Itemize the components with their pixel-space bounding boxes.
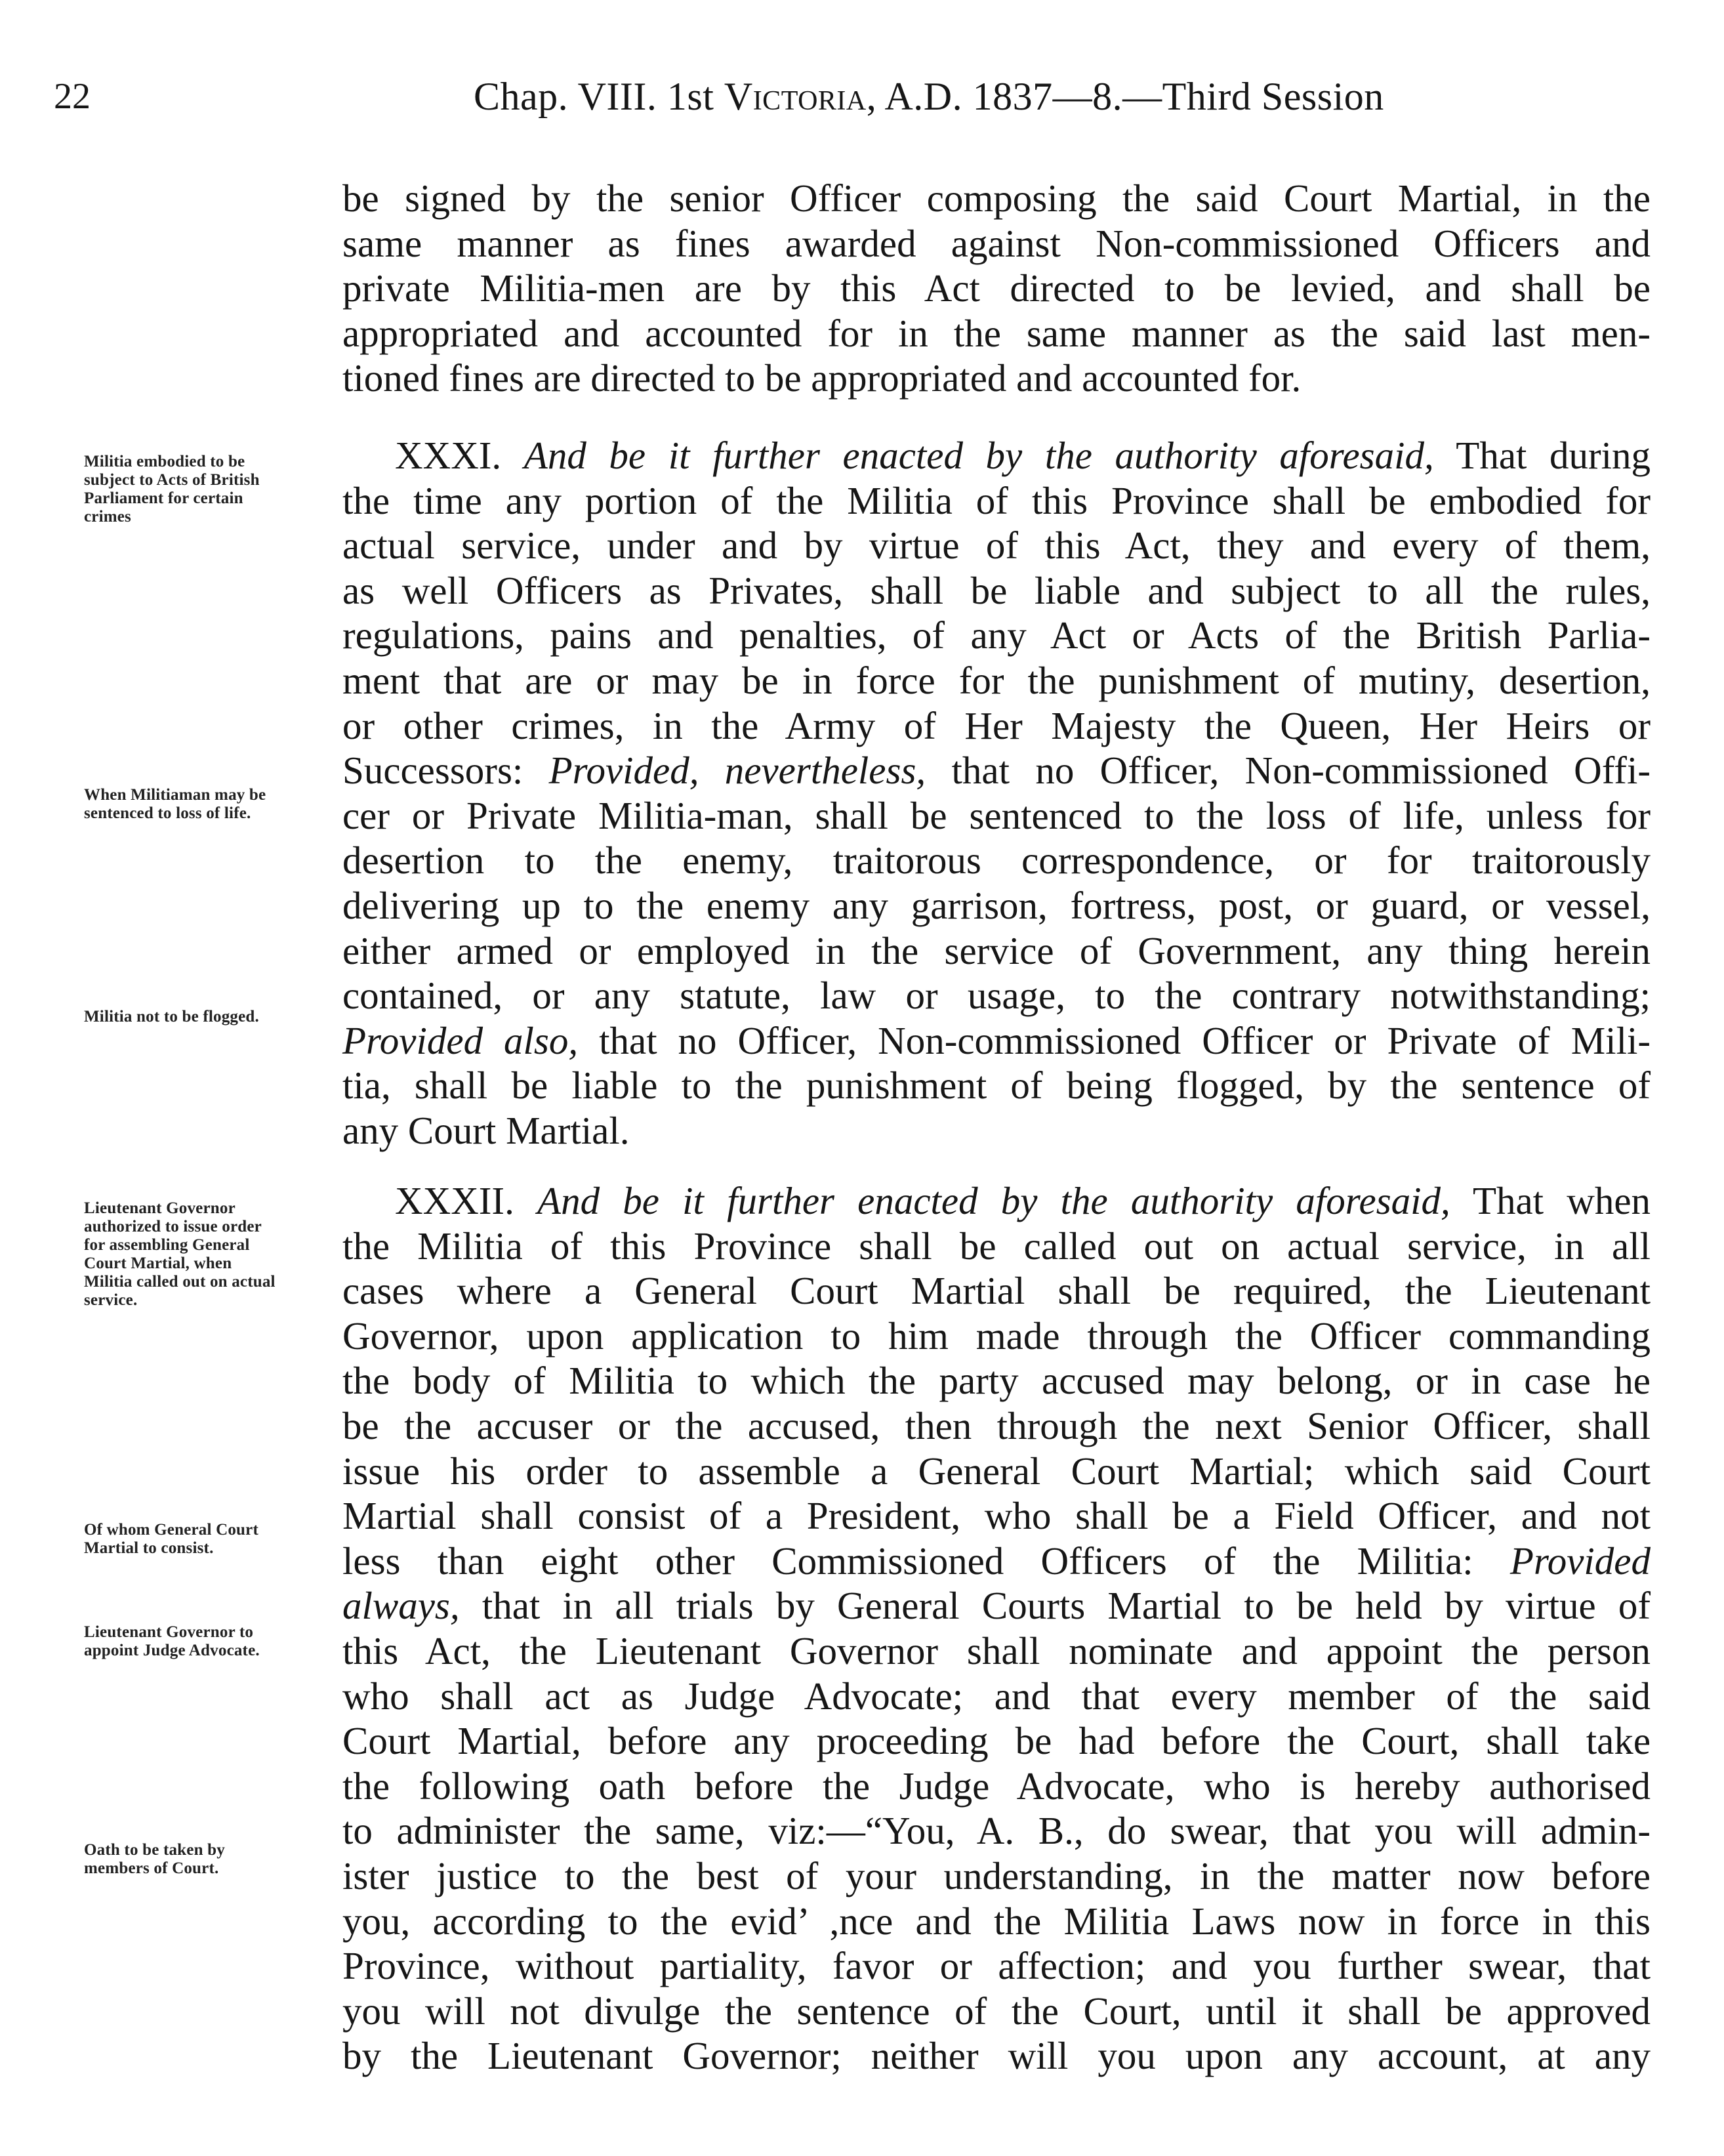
text-line: by the Lieutenant Governor; neither will you upon any account, at any [342,2034,1651,2078]
section-32-first-line [342,1178,1651,1224]
text-line: Province, without partiality, favor or affection; and you further swear, that [342,1944,1651,1988]
text-line: Martial shall consist of a President, who shall be a Field Officer, and not [342,1494,1651,1538]
margin-note-line: Militia not to be flogged. [84,1008,259,1026]
text-line: either armed or employed in the service of Government, any thing herein [342,928,1651,972]
provided-nevertheless: Provided, nevertheless, [548,749,926,793]
text-line: same manner as fines awarded against Non-commissioned Officers and [342,221,1651,265]
page-number: 22 [54,76,91,117]
section-32-number: XXXII. [395,1179,514,1222]
margin-note-line: Militia embodied to be [84,453,245,470]
text-line: Court Martial, before any proceeding be had before the Court, shall take [342,1719,1651,1763]
text-line: tia, shall be liable to the punishment of being flogged, by the sentence of [342,1064,1651,1108]
margin-note-line: Militia called out on actual [84,1273,276,1291]
text-line: any Court Martial. [342,1108,630,1152]
less-than-text: less than eight other Commissioned Officers of the Militia: [342,1539,1510,1583]
successors-text: Successors: [342,749,549,793]
page-header [54,73,1641,139]
text-line: appropriated and accounted for in the same manner as the said last men- [342,311,1651,355]
running-head-rest: , A.D. 1837—8.—Third Session [866,75,1384,118]
text-line: to administer the same, viz:—“You, A. B., do swear, that you will admin- [342,1809,1651,1853]
running-head-victoria: Victoria [724,75,867,118]
margin-note-line: Lieutenant Governor [84,1199,236,1217]
provided-also-rest: that no Officer, Non-commissioned Officer or Private of Mili- [578,1018,1651,1062]
successors-rest: that no Officer, Non-commissioned Offi- [926,749,1651,793]
margin-note-line: Oath to be taken by [84,1841,225,1859]
text-line: actual service, under and by virtue of this Act, they and every of them, [342,524,1651,568]
text-line: who shall act as Judge Advocate; and that every member of the said [342,1674,1651,1718]
text-line [342,1018,1651,1064]
text-line: the body of Militia to which the party accused may belong, or in case he [342,1359,1651,1403]
text-line: you, according to the evid’ ,nce and the Militia Laws now in force in this [342,1899,1651,1943]
section-32-enacting-clause: And be it further enacted by the authority aforesaid, [537,1179,1450,1222]
text-line: tioned fines are directed to be appropriated and accounted for. [342,356,1302,400]
text-line: be the accuser or the accused, then through the next Senior Officer, shall [342,1403,1651,1447]
text-line: cer or Private Militia-man, shall be sentenced to the loss of life, unless for [342,793,1651,837]
provided-word: Provided [1509,1539,1651,1583]
margin-note-judge-advocate [84,1623,346,1660]
margin-note-line: members of Court. [84,1859,219,1877]
text-line: the following oath before the Judge Advocate, who is hereby authorised [342,1764,1651,1808]
text-line: cases where a General Court Martial shall be required, the Lieutenant [342,1269,1651,1313]
margin-note-line: Martial to consist. [84,1539,214,1557]
section-31-first-line-rest: That during [1456,434,1651,477]
margin-note-line: crimes [84,508,131,526]
text-line: Governor, upon application to him made through the Officer commanding [342,1314,1651,1358]
text-line: desertion to the enemy, traitorous correspondence, or for traitorously [342,839,1651,882]
text-line: contained, or any statute, law or usage, to the contrary notwithstanding; [342,974,1651,1018]
margin-note-line: When Militiaman may be [84,786,266,804]
text-line: the Militia of this Province shall be called out on actual service, in all [342,1224,1651,1268]
section-31-first-line [342,433,1651,478]
margin-note-lieutenant-governor-order [84,1199,346,1310]
margin-note-line: sentenced to loss of life. [84,804,251,822]
text-line [342,1539,1651,1584]
provided-also: Provided also, [342,1018,579,1062]
text-line: ment that are or may be in force for the punishment of mutiny, desertion, [342,658,1651,702]
margin-note-line: service. [84,1291,138,1309]
margin-note-not-flogged [84,1008,346,1026]
intro-paragraph [342,176,1651,401]
text-line: this Act, the Lieutenant Governor shall nominate and appoint the person [342,1628,1651,1672]
text-line: private Militia-men are by this Act directed to be levied, and shall be [342,266,1651,310]
margin-note-line: Court Martial, when [84,1254,232,1272]
margin-note-line: Parliament for certain [84,489,243,507]
text-line: delivering up to the enemy any garrison, fortress, post, or guard, or vessel, [342,883,1651,927]
margin-note-line: Lieutenant Governor to [84,1623,254,1641]
margin-note-line: Of whom General Court [84,1521,258,1539]
margin-note-oath [84,1841,346,1878]
text-line [342,1583,1651,1628]
text-line: be signed by the senior Officer composing the said Court Martial, in the [342,176,1651,220]
margin-note-line: appoint Judge Advocate. [84,1642,260,1659]
text-line: issue his order to assemble a General Court Martial; which said Court [342,1449,1651,1493]
section-32-first-line-rest: That when [1472,1179,1651,1222]
running-head [474,73,1384,119]
text-line: you will not divulge the sentence of the Court, until it shall be approved [342,1989,1651,2033]
margin-note-line: for assembling General [84,1236,250,1254]
margin-note-line: authorized to issue order [84,1218,262,1235]
margin-note-line: subject to Acts of British [84,471,260,489]
section-31-enacting-clause: And be it further enacted by the authority aforesaid, [523,434,1434,477]
margin-note-militia-embodied [84,453,346,526]
section-32 [342,1178,1651,2079]
text-line: the time any portion of the Militia of this Province shall be embodied for [342,478,1651,522]
text-line [342,748,1651,793]
section-31-number: XXXI. [395,434,502,477]
text-line: or other crimes, in the Army of Her Majesty the Queen, Her Heirs or [342,703,1651,747]
text-line: as well Officers as Privates, shall be liable and subject to all the rules, [342,568,1651,612]
always-word: always, [342,1584,460,1628]
margin-note-court-consist [84,1521,346,1558]
text-line: ister justice to the best of your understanding, in the matter now before [342,1854,1651,1897]
always-rest: that in all trials by General Courts Martial to be held by virtue of [459,1584,1651,1628]
text-line: regulations, pains and penalties, of any Act or Acts of the British Parlia- [342,613,1651,657]
margin-note-loss-of-life [84,786,346,823]
section-31 [342,433,1651,1153]
running-head-chap: Chap. VIII. 1st [474,75,724,118]
